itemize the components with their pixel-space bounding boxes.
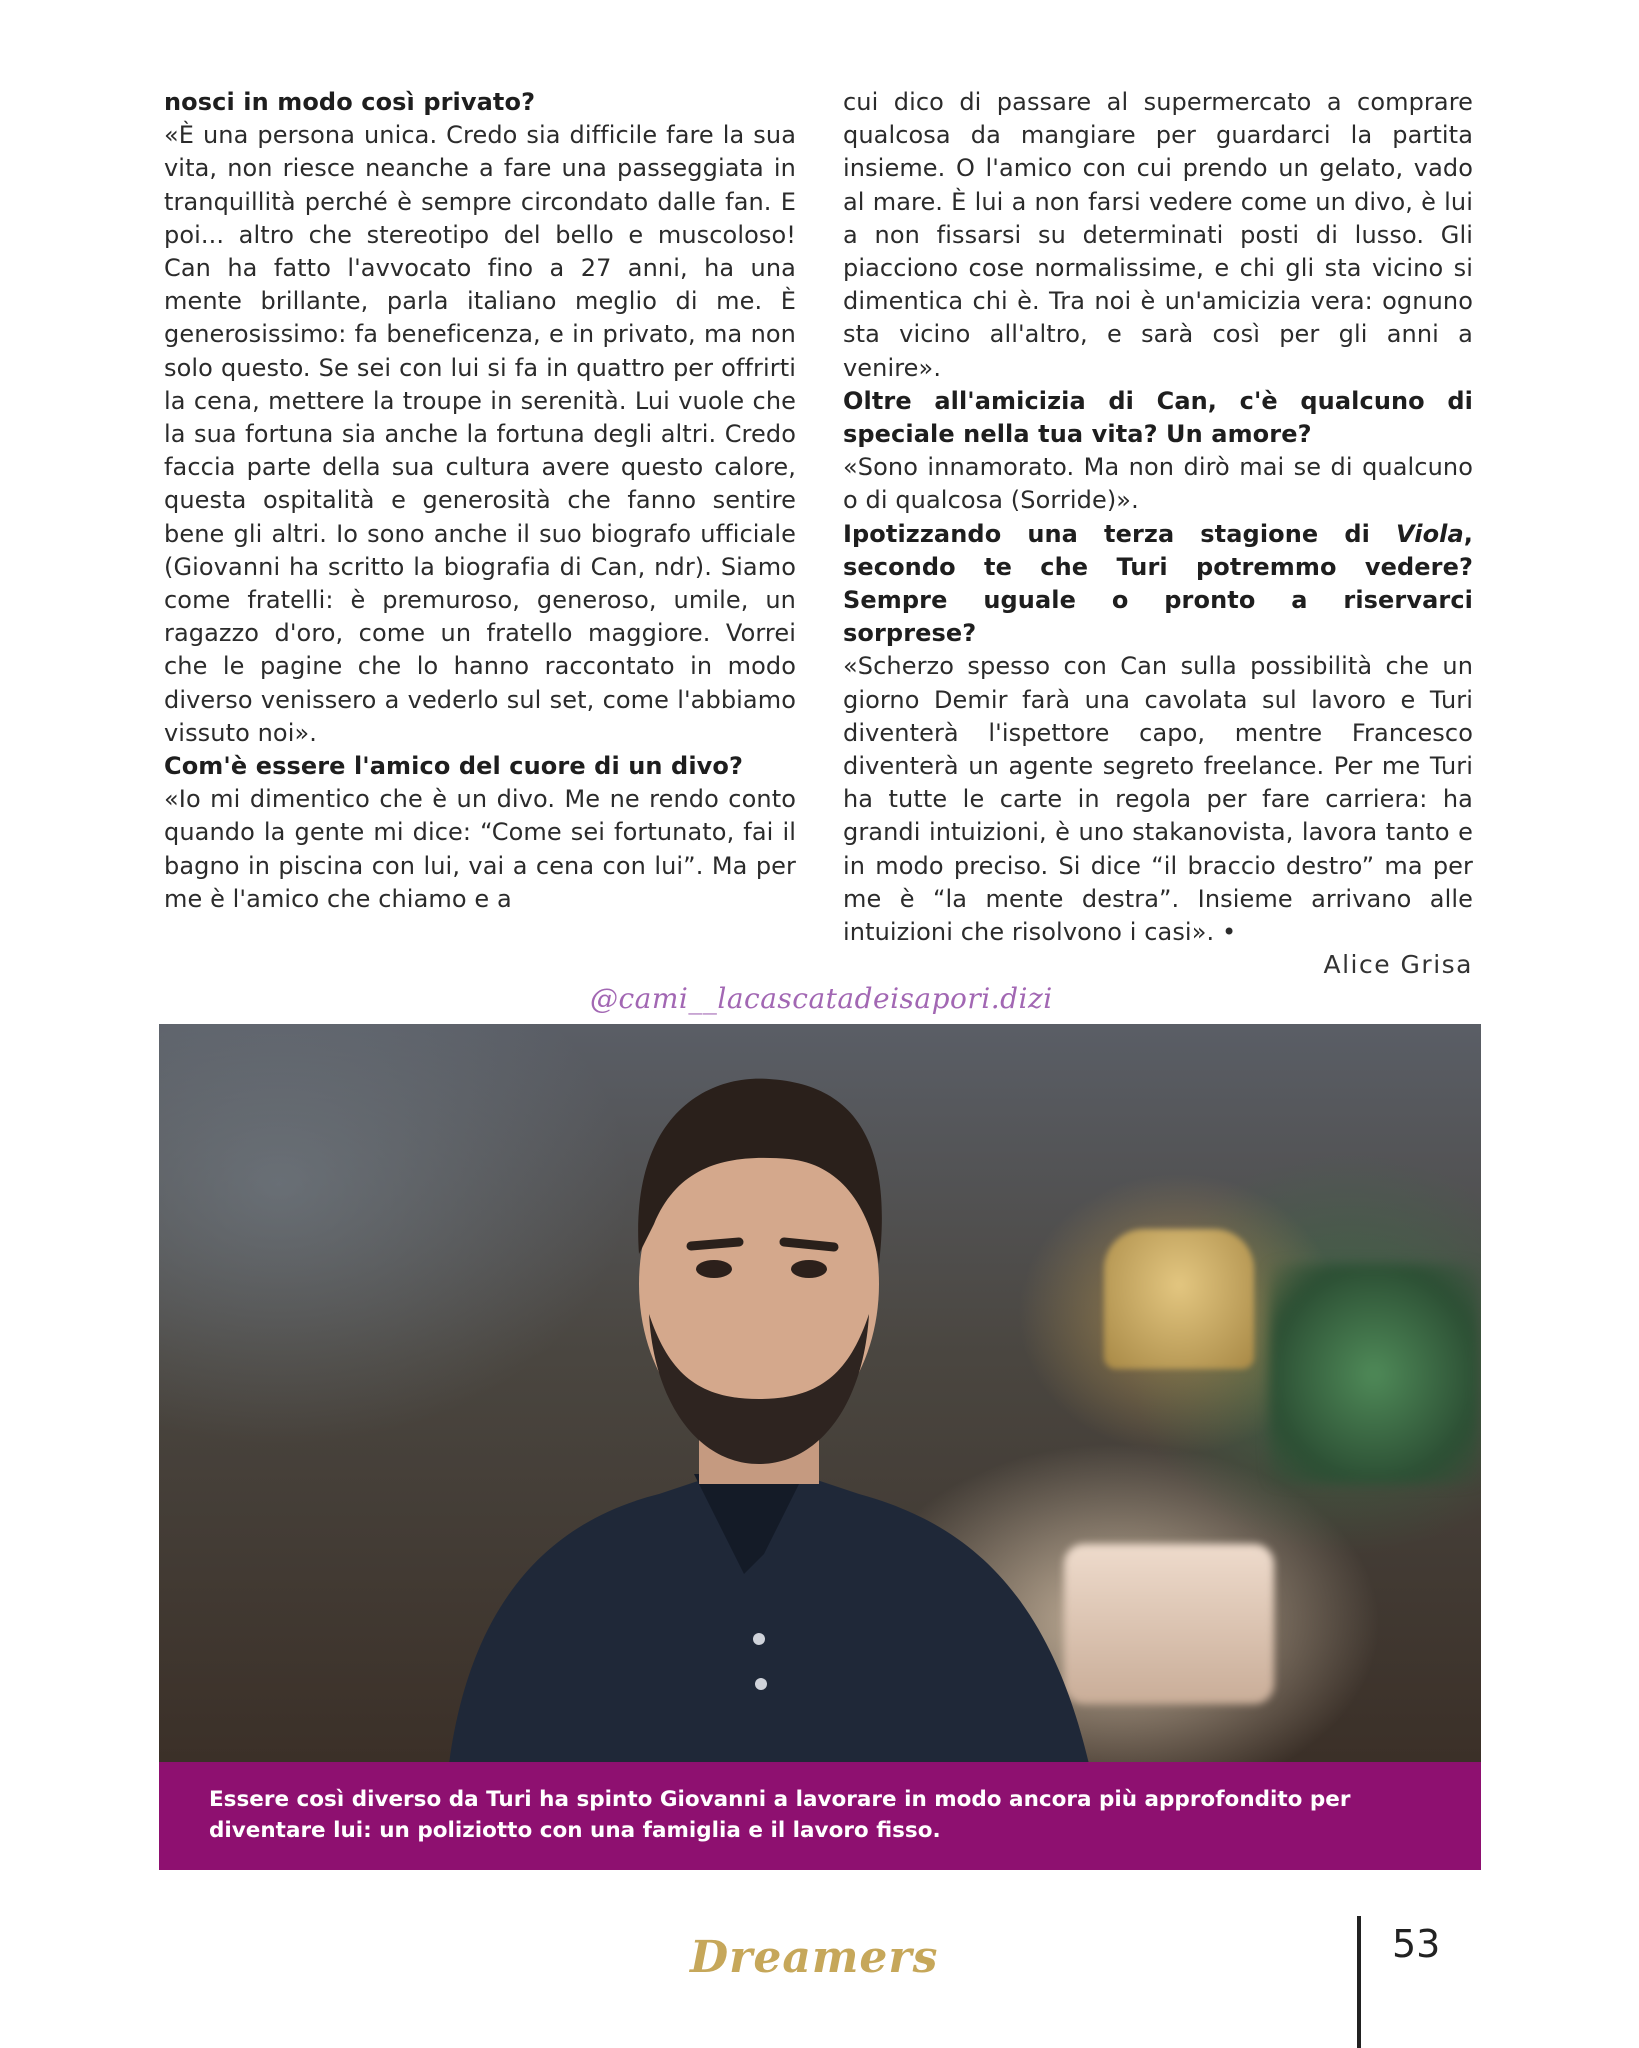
- caption-text: Essere così diverso da Turi ha spinto Giovanni a lavorare in modo ancora più approfondito per diventare lui: un poliziotto con una famiglia e il lavoro fisso.: [209, 1787, 1351, 1843]
- plant-background: [1269, 1264, 1479, 1484]
- answer-3: «Sono innamorato. Ma non dirò mai se di qualcuno o di qualcosa (Sorride)».: [843, 453, 1473, 515]
- author-byline: Alice Grisa: [1323, 950, 1473, 979]
- answer-4: «Scherzo spesso con Can sulla possibilità che un giorno Demir farà una cavolata sul lavoro e Turi diventerà l'ispettore capo, mentre Francesco diventerà un agente segreto freelance. Per me Turi ha tutte le carte in regola per fare carriera: ha grandi intuizioni, è uno stakanovista, lavora tanto e in modo preciso. Si dice “il braccio destro” ma per me è “la mente destra”. Insieme arrivano alle intuizioni che risolvono i casi». •: [843, 652, 1473, 947]
- photo-caption: [159, 1762, 1481, 1870]
- question-3: Oltre all'amicizia di Can, c'è qualcuno di speciale nella tua vita? Un amore?: [843, 386, 1473, 449]
- portrait-photo: [159, 1024, 1481, 1762]
- instagram-watermark: @cami__lacascatadeisapori.dizi: [590, 982, 1053, 1015]
- answer-1: «È una persona unica. Credo sia difficile fare la sua vita, non riesce neanche a fare una passeggiata in tranquillità perché è sempre circondato dalle fan. E poi... altro che stereotipo del bello e muscoloso! Can ha fatto l'avvocato fino a 27 anni, ha una mente brillante, parla italiano meglio di me. È generosissimo: fa beneficenza, e in privato, ma non solo questo. Se sei con lui si fa in quattro per offrirti la cena, mettere la troupe in serenità. Lui vuole che la sua fortuna sia anche la fortuna degli altri. Credo faccia parte della sua cultura avere questo calore, questa ospitalità e generosità che fanno sentire bene gli altri. Io sono anche il suo biografo ufficiale (Giovanni ha scritto la biografia di Can, ndr). Siamo come fratelli: è premuroso, generoso, umile, un ragazzo d'oro, come un fratello maggiore. Vorrei che le pagine che lo hanno raccontato in modo diverso venissero a vederlo sul set, come l'abbiamo vissuto noi».: [164, 121, 796, 747]
- right-column: [843, 86, 1473, 949]
- page-number: 53: [1392, 1922, 1441, 1966]
- question-4-end: , secondo te che Turi potremmo vedere? Sempre uguale o pronto a riservarci sorprese?: [843, 519, 1473, 648]
- question-4: [843, 518, 1473, 651]
- page-divider: [1357, 1916, 1361, 2048]
- left-column: [164, 86, 796, 916]
- lamp-background: [1104, 1229, 1254, 1369]
- dreamers-logo: Dreamers: [690, 1932, 939, 1983]
- question-4-title: Viola: [1395, 519, 1464, 548]
- question-2: Com'è essere l'amico del cuore di un divo?: [164, 752, 744, 781]
- answer-2-continued: cui dico di passare al supermercato a comprare qualcosa da mangiare per guardarci la partita insieme. O l'amico con cui prendo un gelato, vado al mare. È lui a non farsi vedere come un divo, è lui a non fissarsi su determinati posti di lusso. Gli piacciono cose normalissime, e chi gli sta vicino si dimentica chi è. Tra noi è un'amicizia vera: ognuno sta vicino all'altro, e sarà così per gli anni a venire».: [843, 88, 1473, 382]
- answer-2: «Io mi dimentico che è un divo. Me ne rendo conto quando la gente mi dice: “Come sei fortunato, fai il bagno in piscina con lui, vai a cena con lui”. Ma per me è l'amico che chiamo e a: [164, 785, 796, 913]
- question-4-start: Ipotizzando una terza stagione di: [843, 519, 1396, 548]
- question-1: nosci in modo così privato?: [164, 88, 536, 116]
- man-silhouette: [409, 1054, 1109, 1762]
